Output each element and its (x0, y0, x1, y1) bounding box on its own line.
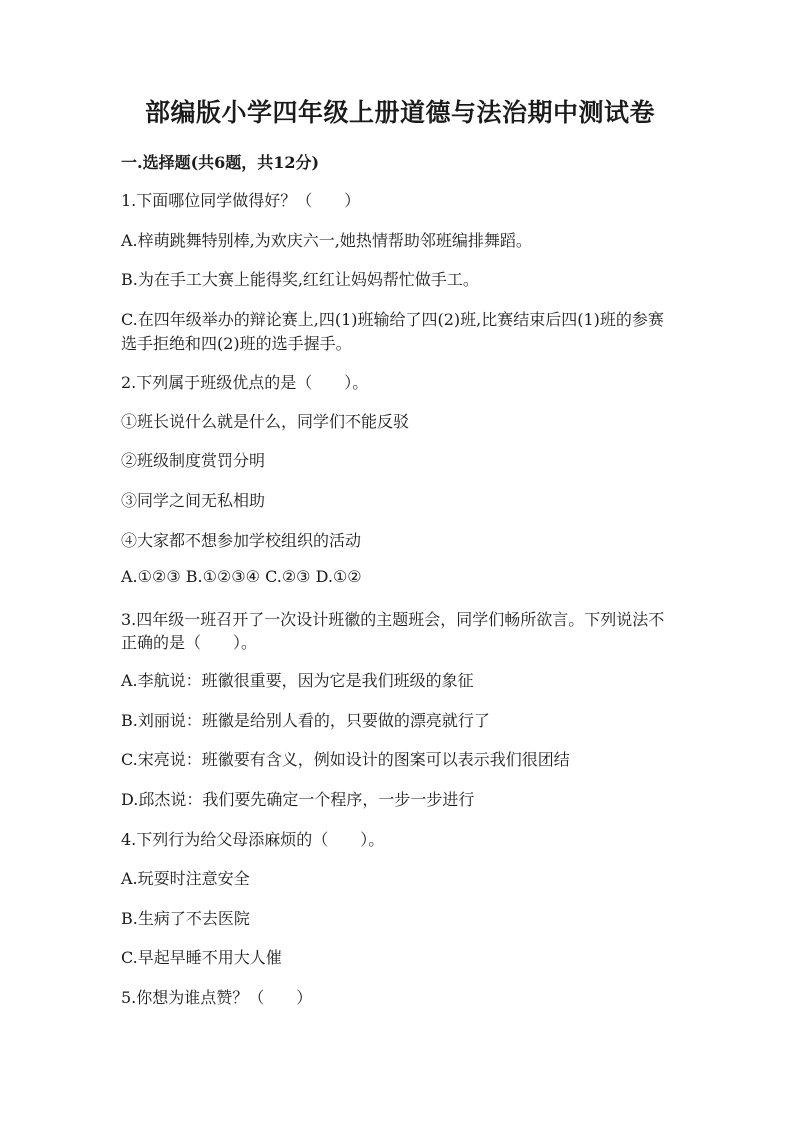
question-3-option-a: A.李航说：班徽很重要，因为它是我们班级的象征 (121, 671, 474, 690)
question-1-stem: 1.下面哪位同学做得好？（ ） (121, 191, 361, 210)
question-3-stem-line-1: 3.四年级一班召开了一次设计班徽的主题班会，同学们畅所欲言。下列说法不 (121, 610, 665, 629)
question-2-choices: A.①②③ B.①②③④ C.②③ D.①② (121, 567, 362, 586)
question-2-statement-3: ③同学之间无私相助 (121, 491, 266, 510)
question-2-statement-2: ②班级制度赏罚分明 (121, 451, 266, 470)
question-1-option-a: A.梓萌跳舞特别棒,为欢庆六一,她热情帮助邻班编排舞蹈。 (121, 231, 532, 250)
question-4-option-c: C.早起早睡不用大人催 (121, 948, 282, 967)
question-4-option-b: B.生病了不去医院 (121, 909, 250, 928)
question-4-option-a: A.玩耍时注意安全 (121, 869, 250, 888)
question-3-option-d: D.邱杰说：我们要先确定一个程序，一步一步进行 (121, 790, 475, 809)
question-2-stem: 2.下列属于班级优点的是（ ）。 (121, 373, 369, 392)
question-1-option-b: B.为在手工大赛上能得奖,红红让妈妈帮忙做手工。 (121, 270, 479, 289)
question-5-stem: 5.你想为谁点赞？（ ） (121, 988, 313, 1007)
question-2-statement-1: ①班长说什么就是什么，同学们不能反驳 (121, 412, 410, 431)
page-title: 部编版小学四年级上册道德与法治期中测试卷 (144, 98, 655, 127)
question-1-option-c-line-2: 选手拒绝和四(2)班的选手握手。 (121, 334, 352, 353)
question-3-option-c: C.宋亮说：班徽要有含义，例如设计的图案可以表示我们很团结 (121, 750, 570, 769)
question-2-statement-4: ④大家都不想参加学校组织的活动 (121, 531, 362, 550)
question-3-option-b: B.刘丽说：班徽是给别人看的，只要做的漂亮就行了 (121, 711, 490, 730)
question-3-stem-line-2: 正确的是（ ）。 (121, 633, 258, 652)
question-1-option-c-line-1: C.在四年级举办的辩论赛上,四(1)班输给了四(2)班,比赛结束后四(1)班的参赛 (121, 310, 664, 329)
question-4-stem: 4.下列行为给父母添麻烦的（ ）。 (121, 830, 385, 849)
section-heading: 一.选择题(共6题，共12分) (121, 153, 320, 172)
